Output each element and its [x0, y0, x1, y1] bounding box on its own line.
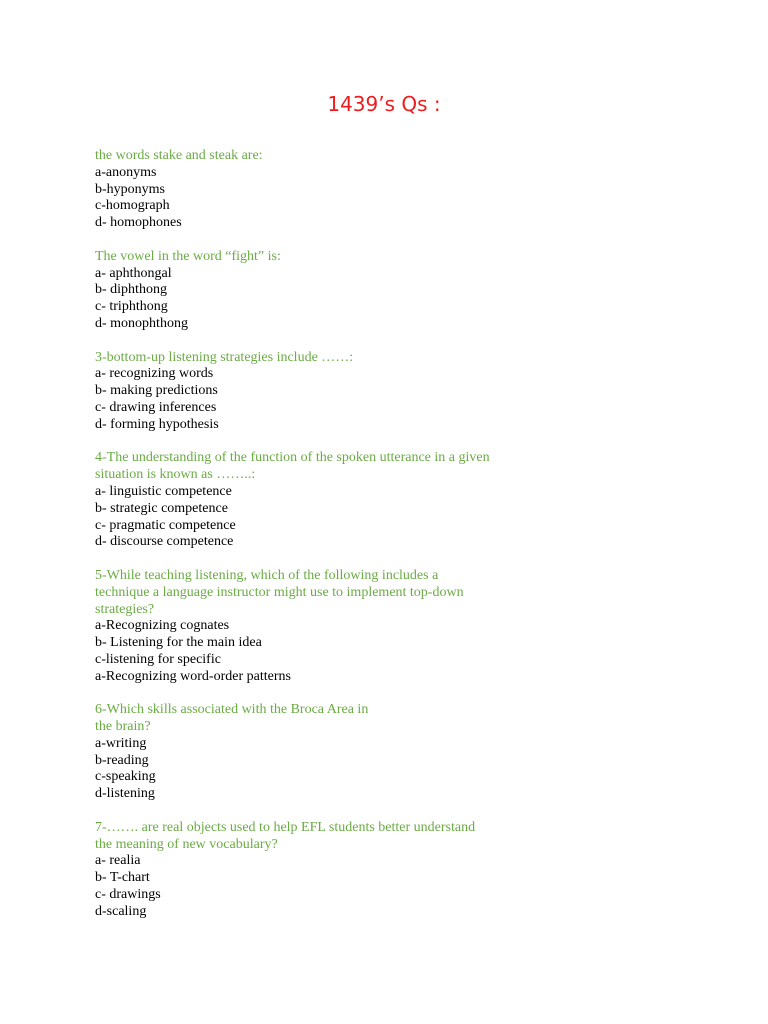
question-6: [95, 702, 575, 803]
question-prompt: strategies?: [95, 601, 155, 617]
answer-option: b-hyponyms: [95, 181, 165, 197]
answer-option: a-anonyms: [95, 164, 157, 180]
answer-option: a-writing: [95, 735, 147, 751]
answer-option: a- recognizing words: [95, 366, 214, 382]
question-prompt: 5-While teaching listening, which of the following includes a: [95, 567, 439, 583]
answer-option: d- forming hypothesis: [95, 416, 219, 432]
answer-option: c- drawings: [95, 887, 161, 903]
answer-option: c- drawing inferences: [95, 399, 217, 415]
answer-option: d-scaling: [95, 903, 147, 919]
question-prompt: The vowel in the word “fight” is:: [95, 248, 281, 264]
answer-option: a-Recognizing cognates: [95, 618, 230, 634]
answer-option: c-listening for specific: [95, 651, 221, 667]
answer-option: c- pragmatic competence: [95, 517, 236, 533]
answer-option: b- making predictions: [95, 383, 218, 399]
answer-option: d- homophones: [95, 215, 182, 231]
answer-option: a- linguistic competence: [95, 483, 232, 499]
question-3: [95, 350, 575, 434]
question-prompt: technique a language instructor might use to implement top-down: [95, 584, 464, 600]
answer-option: a-Recognizing word-order patterns: [95, 668, 291, 684]
answer-option: b- strategic competence: [95, 500, 228, 516]
question-4: [95, 450, 575, 551]
question-prompt: 6-Which skills associated with the Broca Area in: [95, 702, 369, 718]
question-list: [95, 148, 575, 937]
answer-option: b-reading: [95, 752, 149, 768]
page-title: 1439’s Qs :: [327, 92, 441, 116]
question-7: [95, 820, 575, 921]
answer-option: a- aphthongal: [95, 265, 172, 281]
answer-option: b- T-chart: [95, 870, 150, 886]
question-prompt: situation is known as ……..:: [95, 467, 256, 483]
answer-option: c-speaking: [95, 769, 156, 785]
answer-option: b- Listening for the main idea: [95, 635, 262, 651]
answer-option: a- realia: [95, 853, 141, 869]
question-2: [95, 249, 575, 333]
question-prompt: 3-bottom-up listening strategies include ……:: [95, 349, 354, 365]
answer-option: b- diphthong: [95, 282, 167, 298]
question-prompt: the words stake and steak are:: [95, 148, 263, 163]
answer-option: d- monophthong: [95, 315, 188, 331]
answer-option: d-listening: [95, 786, 155, 802]
question-5: [95, 568, 575, 686]
question-prompt: the meaning of new vocabulary?: [95, 836, 278, 852]
answer-option: d- discourse competence: [95, 534, 234, 550]
question-prompt: the brain?: [95, 719, 151, 735]
answer-option: c-homograph: [95, 198, 170, 214]
question-1: [95, 148, 575, 232]
answer-option: c- triphthong: [95, 299, 168, 315]
question-prompt: 7-……. are real objects used to help EFL students better understand: [95, 819, 476, 835]
question-prompt: 4-The understanding of the function of the spoken utterance in a given: [95, 450, 490, 466]
